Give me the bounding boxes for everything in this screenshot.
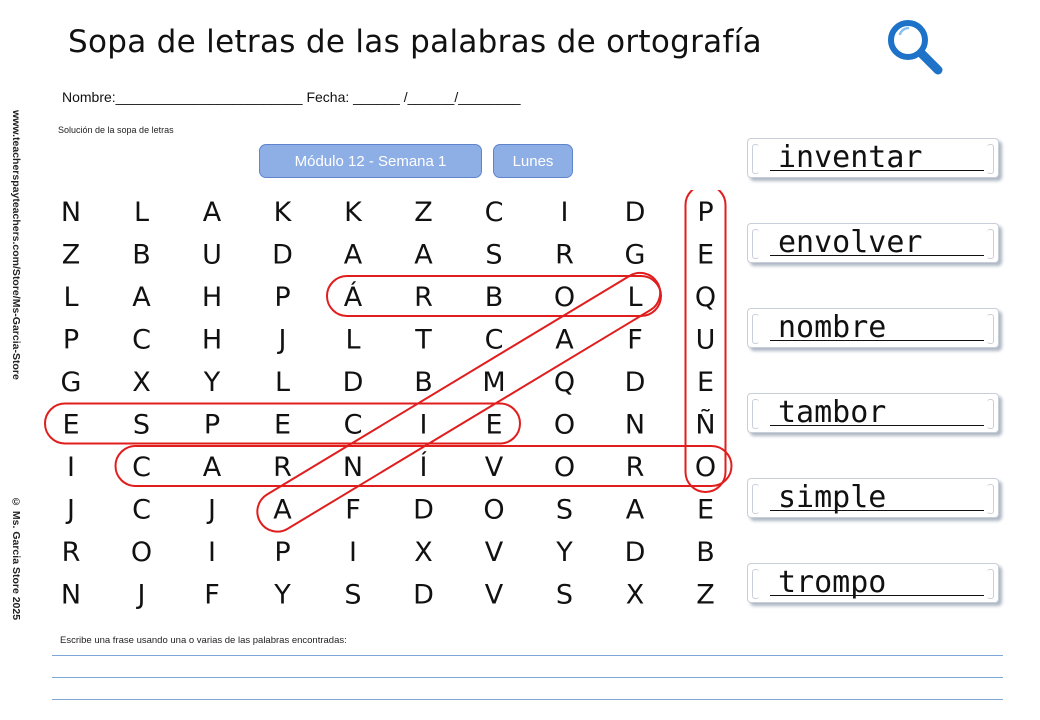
grid-letter: E [696,367,715,398]
spelling-word: envolver [778,225,923,260]
website-credit: www.teacherspayteachers.com/Store/Ms-Garcia-Store [10,110,22,380]
grid-letter: E [62,409,80,441]
grid-letter: C [343,409,363,441]
grid-letter: Z [696,579,715,611]
grid-letter: A [202,452,222,483]
grid-letter: A [132,282,151,313]
grid-letter: B [696,537,715,568]
name-date-line: Nombre:________________________ Fecha: ______ /______/________ [62,89,521,105]
grid-letter: N [60,197,82,228]
grid-letter: I [560,197,569,228]
grid-letter: F [345,494,361,526]
grid-letter: N [624,409,646,441]
grid-letter: G [624,239,646,271]
grid-letter: I [419,409,428,441]
grid-letter: A [414,239,433,271]
grid-letter: I [208,537,216,568]
grid-letter: R [61,537,81,568]
grid-letter: K [273,197,292,228]
grid-letter: C [132,452,151,483]
grid-letter: X [625,579,645,611]
grid-letter: B [132,239,151,271]
word-scroll-box [747,563,999,603]
word-underline [770,425,984,426]
grid-letter: P [203,409,221,441]
grid-letter: Í [419,452,428,483]
word-underline [770,170,984,171]
grid-letter: S [485,239,503,271]
grid-letter: C [484,197,504,228]
grid-letter: F [627,324,643,356]
grid-letter: J [137,579,146,611]
grid-letter: P [62,324,80,356]
grid-letter: A [202,197,222,228]
grid-letter: L [63,282,79,313]
spelling-word: trompo [778,565,887,600]
page-title: Sopa de letras de las palabras de ortografía [68,24,762,60]
grid-letter: R [414,282,433,313]
grid-letter: G [60,367,82,398]
grid-letter: O [694,452,717,483]
grid-letter: T [415,324,432,356]
grid-letter: V [484,579,504,611]
grid-letter: I [349,537,357,568]
word-underline [770,510,984,511]
grid-letter: O [553,409,576,441]
grid-letter: D [624,197,646,228]
found-word-highlight [250,265,668,539]
word-search-grid [40,190,740,620]
grid-letter: S [132,409,151,441]
grid-letter: X [414,537,433,568]
grid-letter: L [627,282,643,313]
grid-letter: N [342,452,364,483]
word-underline [770,255,984,256]
word-list [747,138,1007,648]
grid-letter: D [413,579,434,611]
grid-letter: E [696,239,715,271]
grid-letter: C [132,324,151,356]
grid-letter: Y [203,367,221,398]
grid-letter: A [555,324,574,356]
grid-letter: D [342,367,364,398]
grid-letter: U [202,239,222,271]
grid-letter: R [555,239,574,271]
grid-letter: S [555,579,574,611]
grid-letter: R [273,452,292,483]
grid-letter: P [274,537,291,568]
grid-letter: A [343,239,363,271]
spelling-word: tambor [778,395,887,430]
grid-letter: M [482,367,506,398]
grid-letter: D [272,239,293,271]
grid-letter: A [273,494,292,526]
grid-letter: E [696,494,715,526]
spelling-word: simple [778,480,887,515]
grid-letter: P [274,282,291,313]
day-tag: Lunes [493,144,573,178]
word-underline [770,595,984,596]
spelling-word: nombre [778,310,887,345]
writing-line [52,677,1003,678]
grid-letter: E [485,409,503,441]
side-credits [4,110,28,620]
grid-letter: V [484,537,504,568]
grid-letter: V [484,452,504,483]
grid-letter: Q [694,282,717,313]
grid-letter: C [484,324,504,356]
grid-letter: Z [61,239,81,271]
grid-letter: X [132,367,151,398]
spelling-word: inventar [778,140,923,175]
grid-letter: Q [553,367,576,398]
grid-letter: L [133,197,150,228]
grid-letter: U [695,324,716,356]
grid-letter: O [553,282,576,313]
grid-letter: Ñ [695,409,716,441]
module-tag: Módulo 12 - Semana 1 [259,144,482,178]
word-scroll-box [747,478,999,518]
sentence-prompt: Escribe una frase usando una o varias de las palabras encontradas: [60,635,347,646]
word-scroll-box [747,223,999,263]
grid-letter: D [624,367,646,398]
grid-letter: S [344,579,362,611]
grid-letter: B [414,367,433,398]
grid-letter: D [413,494,434,526]
grid-letter: O [553,452,576,483]
grid-letter: J [208,494,216,526]
grid-letter: L [274,367,291,398]
word-scroll-box [747,393,999,433]
magnifying-glass-icon [880,12,950,82]
grid-letter: S [555,494,574,526]
grid-letter: R [625,452,645,483]
grid-letter: B [484,282,504,313]
writing-line [52,699,1003,700]
grid-letter: Y [274,579,291,611]
grid-letter: E [273,409,292,441]
grid-letter: D [624,537,646,568]
grid-letter: L [345,324,361,356]
grid-letter: A [625,494,645,526]
grid-letter: H [201,324,223,356]
grid-letter: C [132,494,151,526]
word-underline [770,340,984,341]
grid-letter: Y [556,537,573,568]
grid-letter: O [483,494,505,526]
grid-letter: K [344,197,362,228]
grid-letter: Z [414,197,433,228]
grid-letter: H [201,282,223,313]
grid-letter: F [204,579,220,611]
word-scroll-box [747,138,999,178]
copyright-credit: © Ms. Garcia Store 2025 [10,495,22,620]
grid-letter: I [67,452,75,483]
grid-letter: Á [343,282,363,313]
solution-label: Solución de la sopa de letras [58,125,174,135]
writing-line [52,655,1003,656]
grid-letter: O [130,537,153,568]
grid-letter: N [60,579,82,611]
word-scroll-box [747,308,999,348]
grid-letter: J [278,324,287,356]
grid-letter: J [67,494,75,526]
grid-letter: P [697,197,714,228]
